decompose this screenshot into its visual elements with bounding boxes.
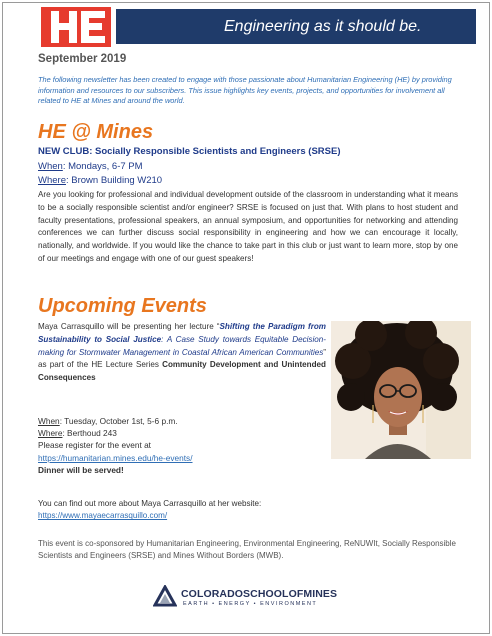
footer-tagline: EARTH • ENERGY • ENVIRONMENT <box>183 601 318 607</box>
lecture-description <box>38 321 326 385</box>
logo-text: HE <box>75 33 77 34</box>
footer-logo <box>153 583 353 613</box>
club-title: NEW CLUB: Socially Responsible Scientists and Engineers (SRSE) <box>38 146 341 157</box>
lecture-title: Shifting the Paradigm from Sustainability to Social Justice <box>38 322 326 344</box>
footer-school-name: COLORADOSCHOOLOFMINES <box>181 588 338 600</box>
club-description: Are you looking for professional and individual development outside of the classroom in understanding what it means to be a socially responsible scientist and/or engineer? SRSE is focused on just that. With plans to host student and faculty presentations, professional speakers, an annual symposium, and opportunities for networking and attending conferences we can further discuss social responsibility in engineering and how we can encourage it locally, nationally, and worldwide. If you would like the chance to take part in this club or just want to learn more, stop by one of our meetings and engage with one of our guest speakers! <box>38 190 458 263</box>
cosponsor-note: This event is co-sponsored by Humanitarian Engineering, Environmental Engineering, ReNUWIt, Socially Responsible Scientists and Engineers (SRSE) and Mines Without Borders (MWB). <box>38 539 456 561</box>
club-where-value: : Brown Building W210 <box>65 175 163 186</box>
lecture-series-name: Community Development and Unintended Consequences <box>38 360 326 383</box>
tagline-text: Engineering as it should be. <box>224 17 422 35</box>
event-when-value: : Tuesday, October 1st, 5-6 p.m. <box>59 416 178 426</box>
club-where <box>38 175 162 186</box>
event-when-label: When <box>38 416 60 426</box>
tagline-banner <box>116 9 476 44</box>
newsletter-header <box>13 7 479 47</box>
event-where-value: : Berthoud 243 <box>62 428 117 439</box>
section-heading-upcoming-events: Upcoming Events <box>38 295 207 317</box>
issue-date: September 2019 <box>38 53 127 65</box>
event-where <box>38 427 193 439</box>
website-link[interactable]: https://www.mayaecarrasquillo.com/ <box>38 511 168 521</box>
lecture-subtitle: : A Case Study towards Equitable Decision-making for Stormwater Management in Coastal African American Communities <box>38 334 326 357</box>
event-where-label: Where <box>38 428 63 439</box>
newsletter-page <box>2 2 490 634</box>
speaker-photo <box>331 321 471 459</box>
section-heading-he-mines: HE @ Mines <box>38 121 154 143</box>
club-when-label: When <box>38 161 63 172</box>
lecture-mid: ” as part of the HE Lecture Series <box>38 347 326 370</box>
website-text: You can find out more about Maya Carrasquillo at her website: <box>38 499 262 508</box>
register-text: Please register for the event at <box>38 440 151 451</box>
intro-paragraph: The following newsletter has been created to engage with those passionate about Humanitarian Engineering (HE) by providing information and resources to our subscribers. This issue highlights key events, projects, and opportunities for involvement all related to HE at Mines and around the world. <box>38 75 452 105</box>
he-logo <box>41 7 111 47</box>
speaker-website <box>38 498 261 522</box>
club-when-value: : Mondays, 6-7 PM <box>62 161 143 172</box>
mines-mountain-icon <box>153 585 177 609</box>
club-where-label: Where <box>38 175 66 186</box>
dinner-note: Dinner will be served! <box>38 464 124 475</box>
club-when <box>38 161 143 172</box>
lecture-intro: Maya Carrasquillo will be presenting her lecture “ <box>38 322 220 331</box>
event-when <box>38 415 193 427</box>
event-details <box>38 415 193 476</box>
register-link[interactable]: https://humanitarian.mines.edu/he-events/ <box>38 452 193 463</box>
